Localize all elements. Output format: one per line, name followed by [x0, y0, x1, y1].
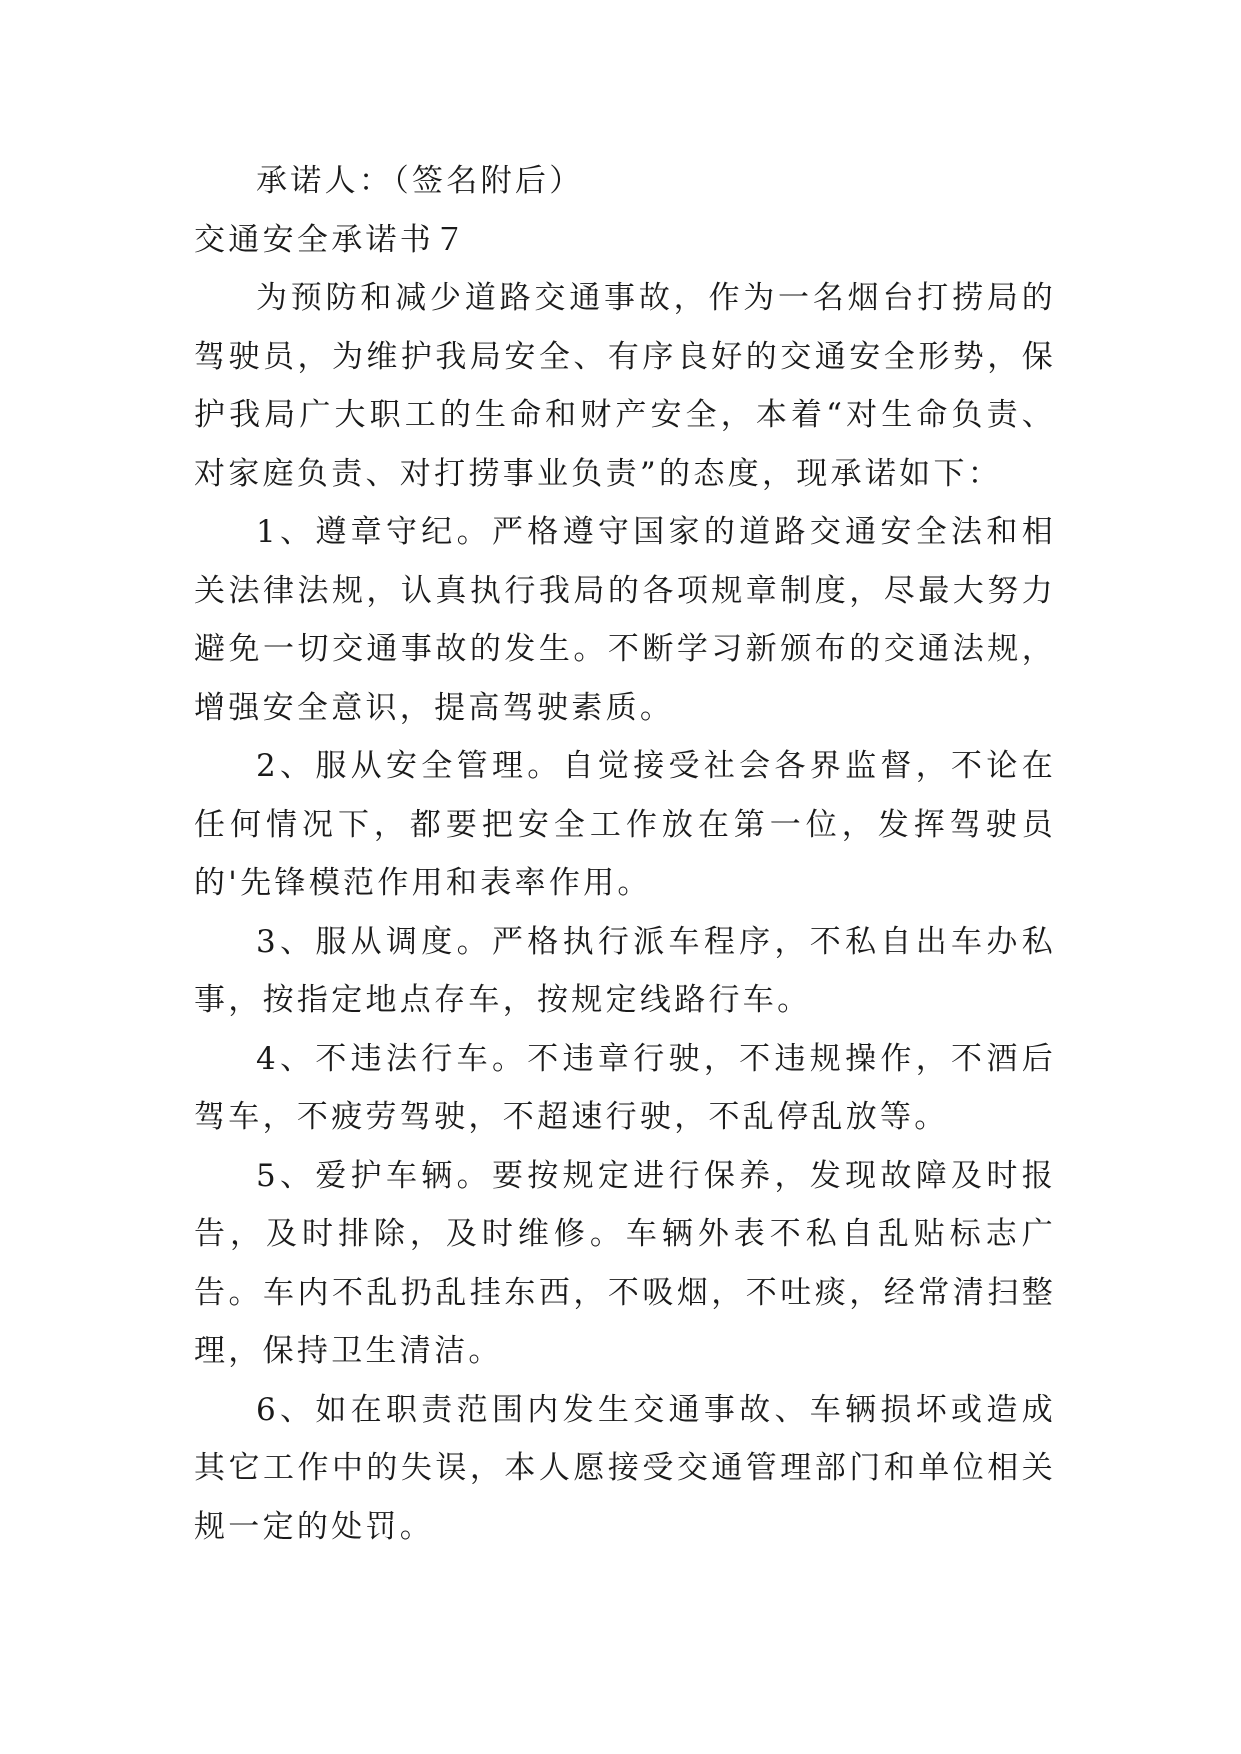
- paragraph-intro: 为预防和减少道路交通事故，作为一名烟台打捞局的驾驶员，为维护我局安全、有序良好的交通安全形势，保护我局广大职工的生命和财产安全，本着“对生命负责、对家庭负责、对打捞事业负责”的态度，现承诺如下：: [194, 280, 1056, 492]
- signature-line: 承诺人：（签名附后）: [256, 163, 584, 199]
- paragraph-item-4: 4、不违法行车。不违章行驶，不违规操作，不酒后驾车，不疲劳驾驶，不超速行驶，不乱停乱放等。: [194, 1040, 1056, 1135]
- paragraph-item-5: 5、爱护车辆。要按规定进行保养，发现故障及时报告，及时排除，及时维修。车辆外表不私自乱贴标志广告。车内不乱扔乱挂东西，不吸烟，不吐痰，经常清扫整理，保持卫生清洁。: [194, 1157, 1056, 1369]
- paragraph-item-3: 3、服从调度。严格执行派车程序，不私自出车办私事，按指定地点存车，按规定线路行车。: [194, 923, 1056, 1018]
- paragraph-item-1: 1、遵章守纪。严格遵守国家的道路交通安全法和相关法律法规，认真执行我局的各项规章制度，尽最大努力避免一切交通事故的发生。不断学习新颁布的交通法规，增强安全意识，提高驾驶素质。: [194, 514, 1056, 726]
- document-body: [194, 152, 1056, 1556]
- document-title: 交通安全承诺书７: [194, 221, 469, 258]
- paragraph-item-2: 2、服从安全管理。自觉接受社会各界监督，不论在任何情况下，都要把安全工作放在第一位，发挥驾驶员的'先锋模范作用和表率作用。: [194, 748, 1056, 901]
- paragraph-item-6: 6、如在职责范围内发生交通事故、车辆损坏或造成其它工作中的失误，本人愿接受交通管理部门和单位相关规一定的处罚。: [194, 1391, 1056, 1545]
